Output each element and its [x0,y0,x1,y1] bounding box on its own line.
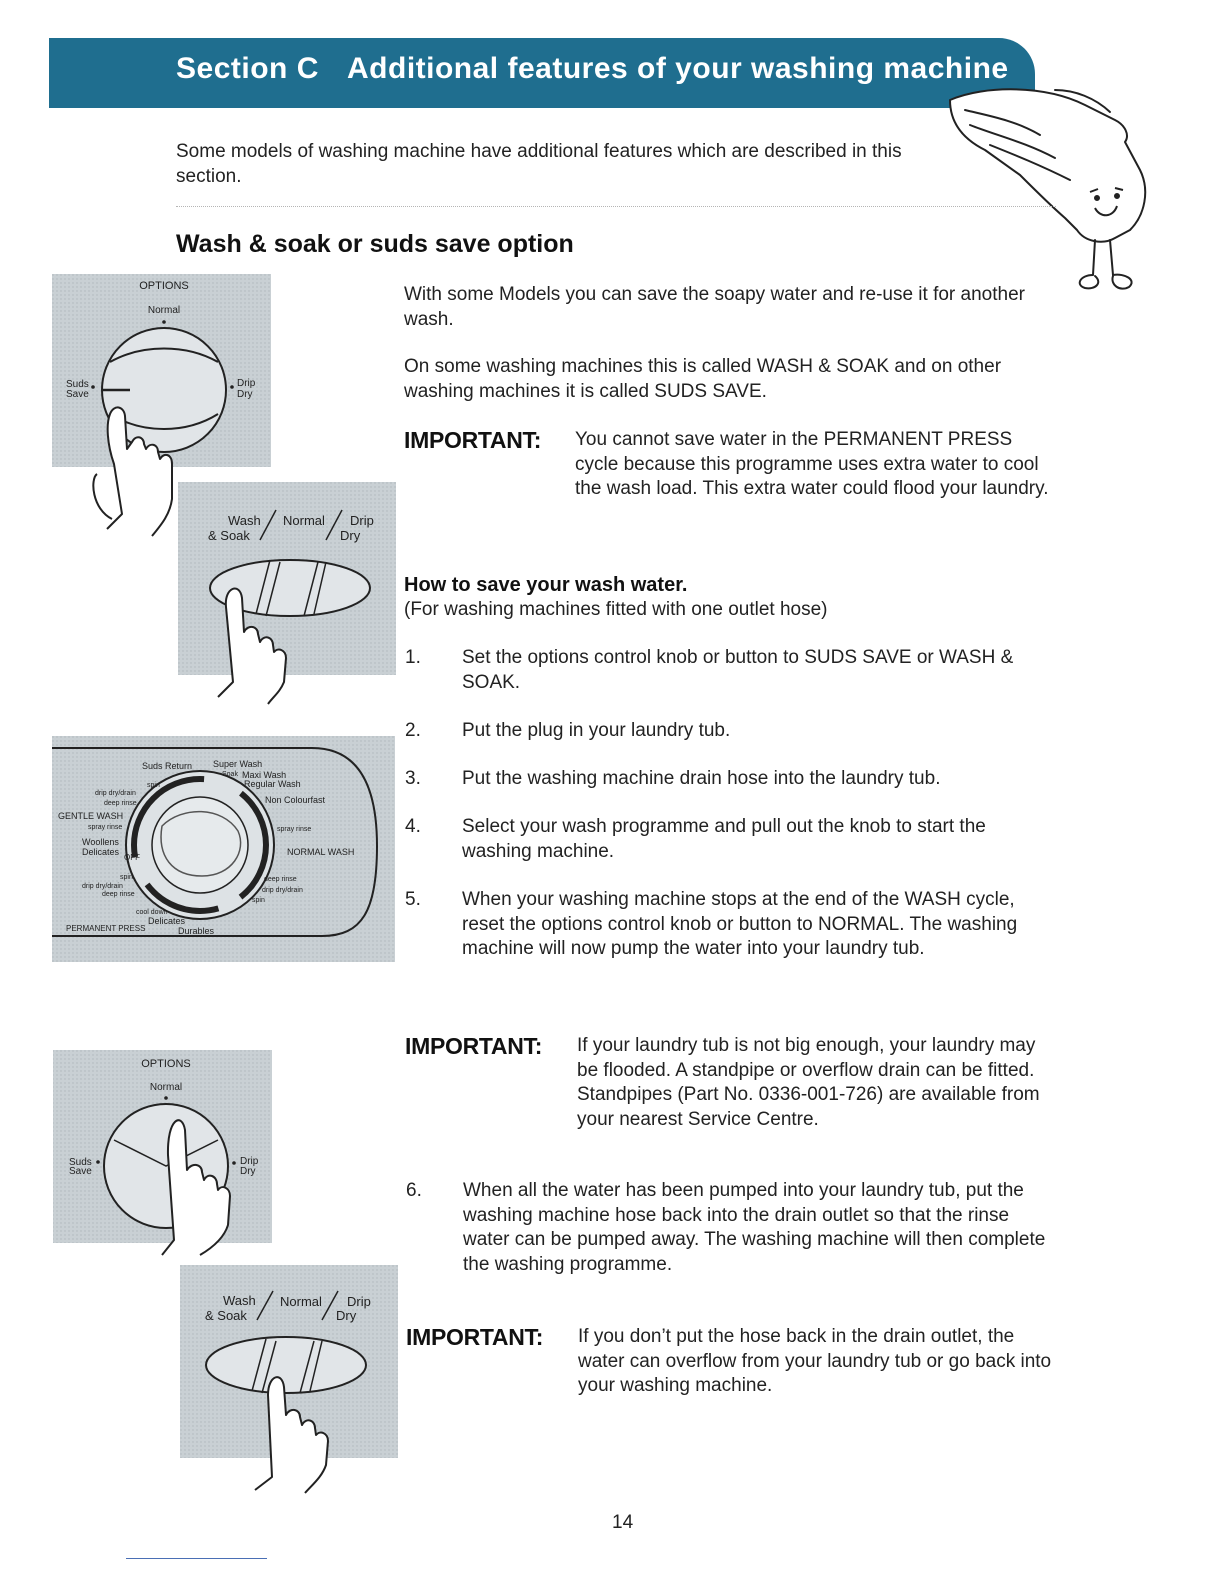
important-label-2: IMPORTANT: [405,1033,543,1059]
svg-text:spray rinse: spray rinse [88,824,123,831]
svg-text:Soak: Soak [222,771,238,778]
svg-text:Super Wash: Super Wash [213,759,263,769]
svg-text:Dry: Dry [336,1308,357,1323]
important-text-1: You cannot save water in the PERMANENT PRESS cycle because this programme uses extra water to cool the wash load. This extra water could flood your laundry. [575,429,1049,499]
howto-subtitle: (For washing machines fitted with one outlet hose) [404,599,828,620]
svg-text:Drip: Drip [237,378,256,389]
svg-text:Save: Save [69,1166,92,1177]
step-number: 6. [406,1180,422,1201]
svg-text:spin: spin [252,897,265,904]
svg-text:Suds: Suds [69,1157,92,1168]
svg-text:Normal: Normal [149,1082,183,1093]
svg-text:GENTLE WASH: GENTLE WASH [58,811,124,821]
step-text: Set the options control knob or button to SUDS SAVE or WASH & SOAK. [462,647,1014,693]
svg-text:drip dry/drain: drip dry/drain [82,883,123,890]
svg-text:OFF: OFF [124,853,140,862]
svg-text:Drip: Drip [350,513,374,528]
divider [176,206,1056,207]
svg-text:Suds: Suds [66,379,89,390]
svg-text:Regular Wash: Regular Wash [244,779,301,789]
step-text: Put the washing machine drain hose into the laundry tub. [462,768,941,789]
paragraph-1: With some Models you can save the soapy water and re-use it for another wash. [404,284,1025,330]
program-dial-illustration [52,736,397,964]
options-dial-illustration-2 [52,1050,277,1260]
svg-text:deep rinse: deep rinse [264,876,297,883]
svg-text:Dry: Dry [340,528,361,543]
svg-text:cool down: cool down [136,909,168,916]
step-number: 2. [405,720,421,741]
options-label: OPTIONS [139,280,189,292]
paragraph-2: On some washing machines this is called WASH & SOAK and on other washing machines it is called SUDS SAVE. [404,356,1002,402]
svg-text:spin: spin [147,782,160,789]
svg-text:Save: Save [66,389,89,400]
svg-text:Delicates: Delicates [148,916,186,926]
svg-text:drip dry/drain: drip dry/drain [262,887,303,894]
svg-text:drip dry/drain: drip dry/drain [95,790,136,797]
important-label-1: IMPORTANT: [404,427,542,453]
wash-soak-button-illustration-1 [178,482,398,707]
svg-text:Wash: Wash [223,1293,256,1308]
intro-text: Some models of washing machine have additional features which are described in this section. [176,141,902,187]
svg-text:PERMANENT PRESS: PERMANENT PRESS [66,924,146,933]
step-text: When your washing machine stops at the end of the WASH cycle, reset the options control knob or button to NORMAL. The washing machine will now pump the water into your laundry tub. [462,889,1018,959]
svg-text:Dry: Dry [237,389,253,400]
step-text: Select your wash programme and pull out the knob to start the washing machine. [462,816,986,862]
step-number: 4. [405,816,421,837]
page-number: 14 [612,1512,634,1533]
svg-text:Delicates: Delicates [82,847,120,857]
svg-text:deep rinse: deep rinse [104,800,137,807]
svg-text:Normal: Normal [283,513,325,528]
step-text: Put the plug in your laundry tub. [462,720,731,741]
svg-text:spin: spin [120,874,133,881]
svg-text:Normal: Normal [280,1294,322,1309]
step-number: 3. [405,768,421,789]
important-label-3: IMPORTANT: [406,1324,544,1350]
svg-text:deep rinse: deep rinse [102,891,135,898]
normal-label: Normal [147,305,181,316]
section-label: Section C [176,52,319,85]
step-number: 1. [405,647,421,668]
wash-soak-button-illustration-2 [180,1265,402,1500]
step-number: 5. [405,889,421,910]
svg-text:& Soak: & Soak [205,1308,247,1323]
step-text: When all the water has been pumped into your laundry tub, put the washing machine hose back into the drain outlet so that the rinse water can be pumped away. The washing machine will then complete the washing programme. [463,1180,1046,1275]
svg-text:Durables: Durables [178,926,215,936]
svg-text:NORMAL WASH: NORMAL WASH [287,847,355,857]
important-text-3: If you don’t put the hose back in the drain outlet, the water can overflow from your laundry tub or go back into your washing machine. [578,1326,1052,1396]
important-text-2: If your laundry tub is not big enough, your laundry may be flooded. A standpipe or overflow drain can be fitted. Standpipes (Part No. 0336-001-726) are available from your nearest Service Centre. [577,1035,1040,1130]
svg-text:Dry: Dry [240,1166,256,1177]
footer-line [126,1558,267,1559]
svg-text:Maxi Wash: Maxi Wash [242,770,287,780]
svg-text:Drip: Drip [240,1156,259,1167]
svg-text:OPTIONS: OPTIONS [141,1058,191,1070]
svg-text:Woollens: Woollens [82,837,119,847]
svg-text:& Soak: & Soak [208,528,250,543]
svg-text:Non Colourfast: Non Colourfast [265,795,326,805]
howto-title: How to save your wash water. [404,574,688,596]
page-title: Additional features of your washing machine [347,52,1009,85]
subheading: Wash & soak or suds save option [176,230,574,258]
mascot-glove-illustration [945,80,1160,295]
svg-text:spray rinse: spray rinse [277,826,312,833]
svg-text:Suds Return: Suds Return [142,761,193,771]
svg-text:Drip: Drip [347,1294,371,1309]
svg-text:Wash: Wash [228,513,261,528]
